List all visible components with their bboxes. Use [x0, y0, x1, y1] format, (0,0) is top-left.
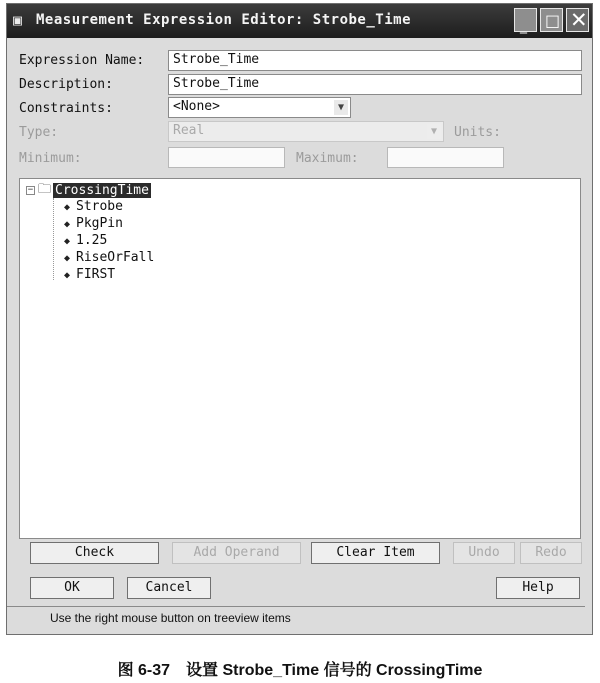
units-label: Units: — [454, 125, 501, 140]
tree-item-strobe[interactable] — [64, 199, 123, 215]
collapse-icon[interactable]: − — [27, 184, 34, 195]
tree-root-item[interactable] — [26, 182, 151, 198]
window-title: Measurement Expression Editor: Strobe_Time — [36, 12, 412, 28]
cancel-button[interactable]: Cancel — [127, 577, 211, 599]
node-icon: ◆ — [64, 219, 71, 230]
status-text: Use the right mouse button on treeview items — [50, 611, 291, 625]
expression-name-field[interactable]: Strobe_Time — [168, 50, 582, 71]
expression-editor-icon: ▣ — [13, 11, 23, 29]
tree-item-label: FIRST — [76, 267, 116, 282]
node-icon: ◆ — [64, 236, 71, 247]
clear-item-button[interactable]: Clear Item — [311, 542, 440, 564]
maximize-button[interactable] — [540, 8, 563, 32]
type-value: Real — [173, 123, 205, 138]
minimum-label: Minimum: — [19, 151, 82, 166]
type-label: Type: — [19, 125, 59, 140]
tree-item-label: PkgPin — [76, 216, 123, 231]
node-icon: ◆ — [64, 202, 71, 213]
help-button[interactable]: Help — [496, 577, 580, 599]
title-bar[interactable] — [7, 4, 592, 38]
tree-item-label: Strobe — [76, 199, 123, 214]
type-select[interactable] — [168, 121, 444, 142]
tree-item-first[interactable] — [64, 267, 115, 283]
close-icon: ✕ — [570, 8, 588, 32]
tree-item-value[interactable] — [64, 233, 107, 249]
close-button[interactable] — [566, 8, 589, 32]
check-button[interactable]: Check — [30, 542, 159, 564]
undo-button[interactable]: Undo — [453, 542, 515, 564]
maximize-icon: □ — [545, 11, 561, 30]
node-icon: ◆ — [64, 253, 71, 264]
tree-connector-line — [53, 198, 55, 280]
redo-button[interactable]: Redo — [520, 542, 582, 564]
figure-caption: 图 6-37 设置 Strobe_Time 信号的 CrossingTime — [117, 662, 483, 679]
node-icon: ◆ — [64, 270, 71, 281]
chevron-down-icon: ▼ — [427, 124, 441, 139]
add-operand-button[interactable]: Add Operand — [172, 542, 301, 564]
description-field[interactable]: Strobe_Time — [168, 74, 582, 95]
tree-item-pkgpin[interactable] — [64, 216, 123, 232]
expression-name-label: Expression Name: — [19, 53, 145, 68]
minimize-button[interactable] — [514, 8, 537, 32]
description-label: Description: — [19, 77, 113, 92]
expression-editor-window — [6, 3, 593, 635]
folder-icon: 🗀 — [38, 182, 52, 197]
tree-item-label: 1.25 — [76, 233, 108, 248]
constraints-value: <None> — [173, 99, 220, 114]
status-bar — [7, 606, 585, 631]
ok-button[interactable]: OK — [30, 577, 114, 599]
minimize-icon: _ — [520, 18, 527, 34]
minimum-field[interactable] — [168, 147, 285, 168]
maximum-label: Maximum: — [296, 151, 359, 166]
constraints-select[interactable] — [168, 97, 351, 118]
constraints-label: Constraints: — [19, 101, 113, 116]
maximum-field[interactable] — [387, 147, 504, 168]
tree-item-label: RiseOrFall — [76, 250, 155, 265]
chevron-down-icon: ▼ — [334, 100, 348, 115]
tree-root-label: CrossingTime — [55, 182, 149, 198]
expression-treeview[interactable] — [19, 178, 581, 539]
tree-item-riseorfall[interactable] — [64, 250, 154, 266]
